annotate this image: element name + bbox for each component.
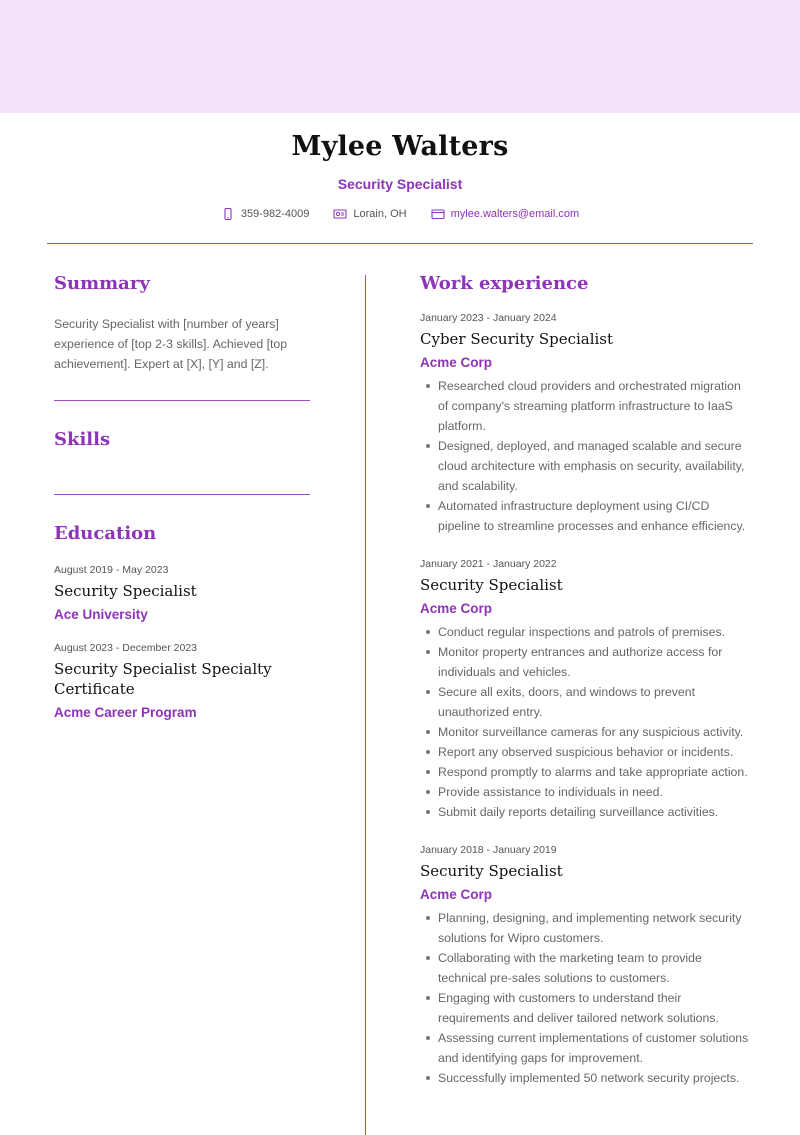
job-date: January 2021 - January 2022: [420, 558, 557, 570]
skills-divider: [54, 494, 310, 495]
job-entry: [420, 312, 750, 536]
phone-text: 359-982-4009: [240, 208, 310, 220]
job-bullets: [420, 376, 750, 536]
job-bullets: [420, 622, 750, 822]
left-column: [54, 273, 310, 720]
education-date: August 2019 - May 2023: [54, 564, 169, 576]
list-item: Designed, deployed, and managed scalable and secure cloud architecture with emphasis on security, availability, and scalability.: [420, 436, 750, 496]
job-company: Acme Corp: [420, 355, 493, 370]
list-item: Planning, designing, and implementing network security solutions for Wipro customers.: [420, 908, 750, 948]
header-divider: [47, 243, 753, 244]
job-date: January 2023 - January 2024: [420, 312, 557, 324]
list-item: Conduct regular inspections and patrols of premises.: [420, 622, 750, 642]
candidate-role: Security Specialist: [337, 176, 463, 192]
list-item: Collaborating with the marketing team to provide technical pre-sales solutions to customers.: [420, 948, 750, 988]
contact-bar: [0, 207, 800, 221]
list-item: Assessing current implementations of customer solutions and identifying gaps for improvement.: [420, 1028, 750, 1068]
list-item: Monitor property entrances and authorize access for individuals and vehicles.: [420, 642, 750, 682]
column-divider: [365, 275, 366, 1135]
list-item: Report any observed suspicious behavior or incidents.: [420, 742, 750, 762]
list-item: Monitor surveillance cameras for any suspicious activity.: [420, 722, 750, 742]
list-item: Submit daily reports detailing surveillance activities.: [420, 802, 750, 822]
list-item: Provide assistance to individuals in need.: [420, 782, 750, 802]
summary-title: Summary: [54, 273, 150, 294]
job-title: Security Specialist: [420, 576, 563, 594]
right-column: [420, 273, 750, 1088]
education-title: Education: [54, 523, 157, 544]
phone-icon: [221, 207, 235, 221]
education-entry: [54, 642, 310, 720]
envelope-icon: [431, 207, 445, 221]
job-title: Security Specialist: [420, 862, 563, 880]
job-company: Acme Corp: [420, 601, 493, 616]
list-item: Successfully implemented 50 network security projects.: [420, 1068, 750, 1088]
candidate-name: Mylee Walters: [291, 131, 509, 162]
contact-phone: [221, 207, 310, 221]
summary-divider: [54, 400, 310, 401]
job-company: Acme Corp: [420, 887, 493, 902]
job-title: Cyber Security Specialist: [420, 330, 614, 348]
job-entry: [420, 844, 750, 1088]
education-date: August 2023 - December 2023: [54, 642, 198, 654]
list-item: Researched cloud providers and orchestrated migration of company's streaming platform infrastructure to IaaS platform.: [420, 376, 750, 436]
education-institution: Acme Career Program: [54, 705, 197, 720]
job-date: January 2018 - January 2019: [420, 844, 557, 856]
summary-text: Security Specialist with [number of years] experience of [top 2-3 skills]. Achieved [top achievement]. Expert at [X], [Y] and [Z].: [54, 317, 288, 371]
education-title-text: Security Specialist: [54, 582, 197, 600]
email-link[interactable]: mylee.walters@email.com: [450, 208, 580, 220]
header-band: [0, 0, 800, 113]
contact-location: [333, 207, 406, 221]
contact-email[interactable]: [431, 207, 580, 221]
list-item: Automated infrastructure deployment using CI/CD pipeline to streamline processes and enhance efficiency.: [420, 496, 750, 536]
location-text: Lorain, OH: [353, 208, 407, 220]
skills-title: Skills: [54, 429, 111, 450]
job-entry: [420, 558, 750, 822]
list-item: Respond promptly to alarms and take appropriate action.: [420, 762, 750, 782]
education-institution: Ace University: [54, 607, 148, 622]
education-title-text: Security Specialist Specialty Certificate: [54, 660, 272, 698]
work-title: Work experience: [420, 273, 589, 294]
map-pin-icon: [333, 207, 347, 221]
list-item: Engaging with customers to understand their requirements and deliver tailored network solutions.: [420, 988, 750, 1028]
list-item: Secure all exits, doors, and windows to prevent unauthorized entry.: [420, 682, 750, 722]
job-bullets: [420, 908, 750, 1088]
education-entry: [54, 564, 310, 622]
